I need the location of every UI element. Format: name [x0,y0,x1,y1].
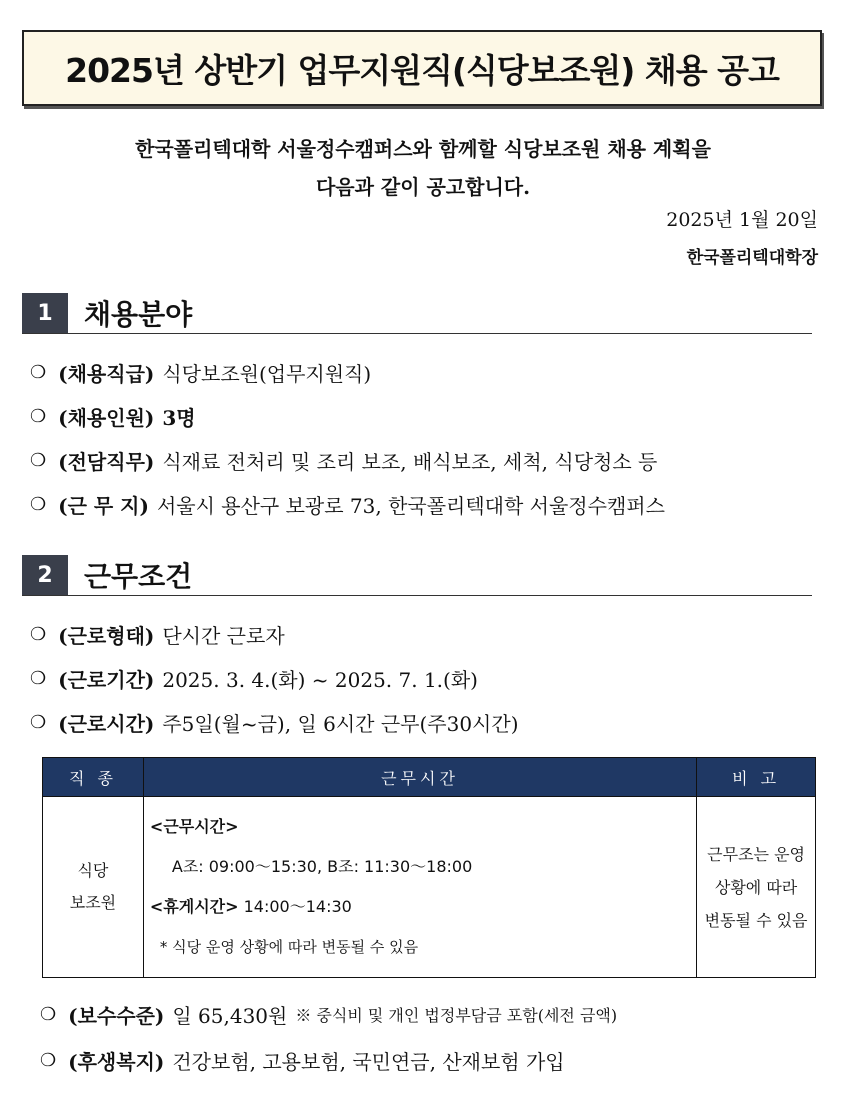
list-item [30,620,285,649]
job-line-2: 보조원 [69,893,117,912]
circle-bullet-icon: ❍ [40,1050,57,1071]
section-number: 1 [22,293,68,333]
list-item [40,1046,565,1075]
list-item [40,1000,617,1029]
schedule-table [42,757,816,978]
break-row [150,887,690,927]
item-label: (보수수준) [68,1004,165,1028]
section-2-header [22,555,812,596]
col-header-note: 비 고 [697,758,816,797]
table-header-row [43,758,816,797]
item-label: (채용직급) [58,362,155,386]
hours-heading: <근무시간> [149,817,239,836]
shift-times: A조: 09:00～15:30, B조: 11:30～18:00 [171,857,473,876]
list-item [30,402,204,431]
circle-bullet-icon: ❍ [30,362,47,383]
hours-cell [143,797,696,978]
job-cell [43,797,144,978]
circle-bullet-icon: ❍ [30,406,47,427]
section-1-header [22,293,812,334]
list-item [30,358,371,387]
item-value: 식당보조원(업무지원직) [162,362,372,386]
job-line-1: 식당 [77,861,109,880]
note-cell [697,797,816,978]
item-value: 일 65,430원 [172,1004,288,1028]
item-label: (근로형태) [58,624,155,648]
intro-line-2: 다음과 같이 공고합니다. [315,175,531,199]
item-label: (근 무 지) [58,494,149,518]
intro-line-1: 한국폴리텍대학 서울정수캠퍼스와 함께할 식당보조원 채용 계획을 [135,137,711,161]
item-note: ※ 중식비 및 개인 법정부담금 포함(세전 금액) [295,1006,618,1025]
col-header-hours: 근무시간 [143,758,696,797]
item-label: (후생복지) [68,1050,165,1074]
section-number: 2 [22,555,68,595]
section-title: 근무조건 [84,560,193,593]
announcement-date: 2025년 1월 20일 [666,209,818,231]
item-value: 서울시 용산구 보광로 73, 한국폴리텍대학 서울정수캠퍼스 [156,494,665,518]
signer: 한국폴리텍대학장 [686,248,818,268]
list-item [30,490,665,519]
circle-bullet-icon: ❍ [30,624,47,645]
list-item [30,664,478,693]
item-value: 주5일(월~금), 일 6시간 근무(주30시간) [162,712,519,736]
item-label: (채용인원) [58,406,155,430]
note-line-1: 근무조는 운영 [707,844,805,864]
note-line-3: 변동될 수 있음 [704,910,808,930]
break-time: 14:00～14:30 [243,897,352,916]
break-heading: <휴게시간> [149,897,239,916]
circle-bullet-icon: ❍ [30,450,47,471]
item-value: 단시간 근로자 [162,624,285,648]
col-header-job: 직 종 [43,758,144,797]
circle-bullet-icon: ❍ [40,1004,57,1025]
circle-bullet-icon: ❍ [30,494,47,515]
item-value: 2025. 3. 4.(화) ~ 2025. 7. 1.(화) [162,668,478,692]
item-label: (근로기간) [58,668,155,692]
item-label: (근로시간) [58,712,155,736]
item-value: 건강보험, 고용보험, 국민연금, 산재보험 가입 [172,1050,565,1074]
item-value: 3명 [162,406,196,430]
intro-text [0,130,846,206]
item-label: (전담직무) [58,450,155,474]
list-item [30,446,657,475]
page-title: 2025년 상반기 업무지원직(식당보조원) 채용 공고 [22,30,822,106]
list-item [30,708,519,737]
circle-bullet-icon: ❍ [30,668,47,689]
note-line-2: 상황에 따라 [714,877,798,897]
item-value: 식재료 전처리 및 조리 보조, 배식보조, 세척, 식당청소 등 [162,450,658,474]
circle-bullet-icon: ❍ [30,712,47,733]
table-row [43,797,816,978]
hours-footnote: * 식당 운영 상황에 따라 변동될 수 있음 [159,938,419,956]
section-title: 채용분야 [84,298,193,331]
